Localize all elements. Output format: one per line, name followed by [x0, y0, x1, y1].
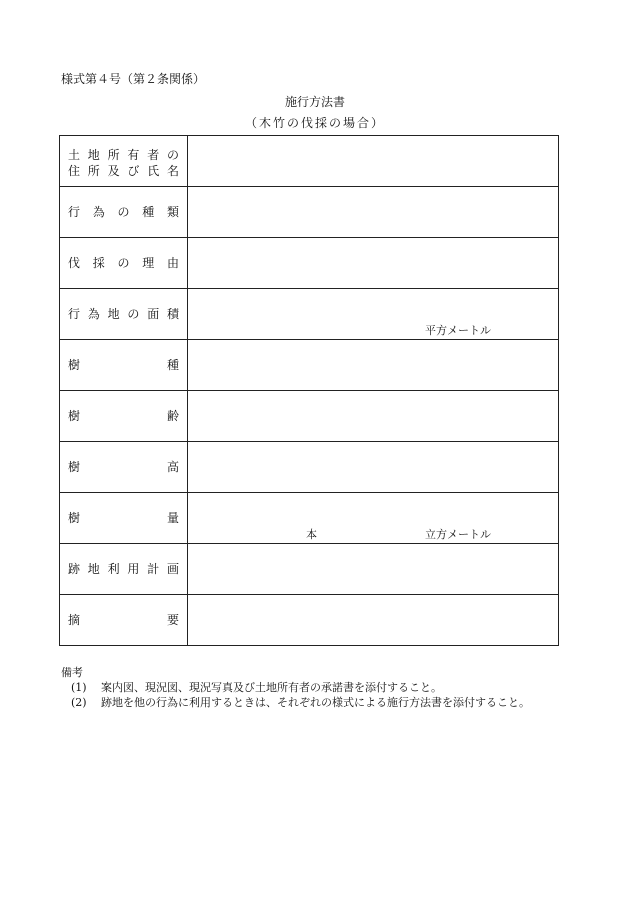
note-item [61, 695, 530, 710]
field-site-area[interactable] [188, 289, 559, 340]
field-owner-address-name[interactable] [188, 136, 559, 187]
label-owner-address-name [60, 136, 188, 187]
row-tree-height [60, 442, 559, 493]
label-tree-volume [60, 493, 188, 544]
form-number: 様式第４号（第２条関係） [61, 72, 206, 86]
row-activity-type [60, 187, 559, 238]
note-item [61, 680, 530, 695]
label-tree-age [60, 391, 188, 442]
label-land-use-plan-text: 跡地利用計画 [68, 562, 179, 576]
application-form-table [59, 135, 559, 646]
notes-title: 備考 [61, 666, 83, 679]
field-remarks[interactable] [188, 595, 559, 646]
field-felling-reason[interactable] [188, 238, 559, 289]
row-felling-reason [60, 238, 559, 289]
label-tree-species-text: 樹種 [68, 358, 179, 372]
note-text: 跡地を他の行為に利用するときは、それぞれの様式による施行方法書を添付すること。 [101, 696, 530, 709]
unit-square-meters: 平方メートル [425, 324, 491, 337]
row-site-area [60, 289, 559, 340]
field-tree-height[interactable] [188, 442, 559, 493]
row-tree-age [60, 391, 559, 442]
field-tree-volume[interactable] [188, 493, 559, 544]
label-site-area [60, 289, 188, 340]
document-subtitle: （木竹の伐採の場合） [244, 116, 385, 130]
label-felling-reason-text: 伐採の理由 [68, 256, 179, 270]
label-tree-age-text: 樹齢 [68, 409, 179, 423]
row-tree-species [60, 340, 559, 391]
label-tree-height-text: 樹高 [68, 460, 179, 474]
row-remarks [60, 595, 559, 646]
label-tree-species [60, 340, 188, 391]
label-tree-volume-text: 樹量 [68, 511, 179, 525]
label-remarks-text: 摘要 [68, 613, 179, 627]
field-tree-age[interactable] [188, 391, 559, 442]
label-owner-line-2: 住所及び氏名 [68, 164, 179, 178]
label-land-use-plan [60, 544, 188, 595]
row-tree-volume [60, 493, 559, 544]
note-number: (2) [71, 696, 87, 709]
label-owner-line-1: 土地所有者の [68, 148, 179, 162]
notes-section [61, 665, 530, 710]
note-number: (1) [71, 681, 87, 694]
row-land-use-plan [60, 544, 559, 595]
unit-count: 本 [306, 528, 317, 541]
note-text: 案内図、現況図、現況写真及び土地所有者の承諾書を添付すること。 [101, 681, 442, 694]
label-site-area-text: 行為地の面積 [68, 307, 179, 321]
field-land-use-plan[interactable] [188, 544, 559, 595]
label-felling-reason [60, 238, 188, 289]
document-title: 施行方法書 [284, 95, 345, 109]
row-owner [60, 136, 559, 187]
label-remarks [60, 595, 188, 646]
field-activity-type[interactable] [188, 187, 559, 238]
label-activity-type-text: 行為の種類 [68, 205, 179, 219]
label-activity-type [60, 187, 188, 238]
field-tree-species[interactable] [188, 340, 559, 391]
label-tree-height [60, 442, 188, 493]
unit-cubic-meters: 立方メートル [425, 528, 491, 541]
